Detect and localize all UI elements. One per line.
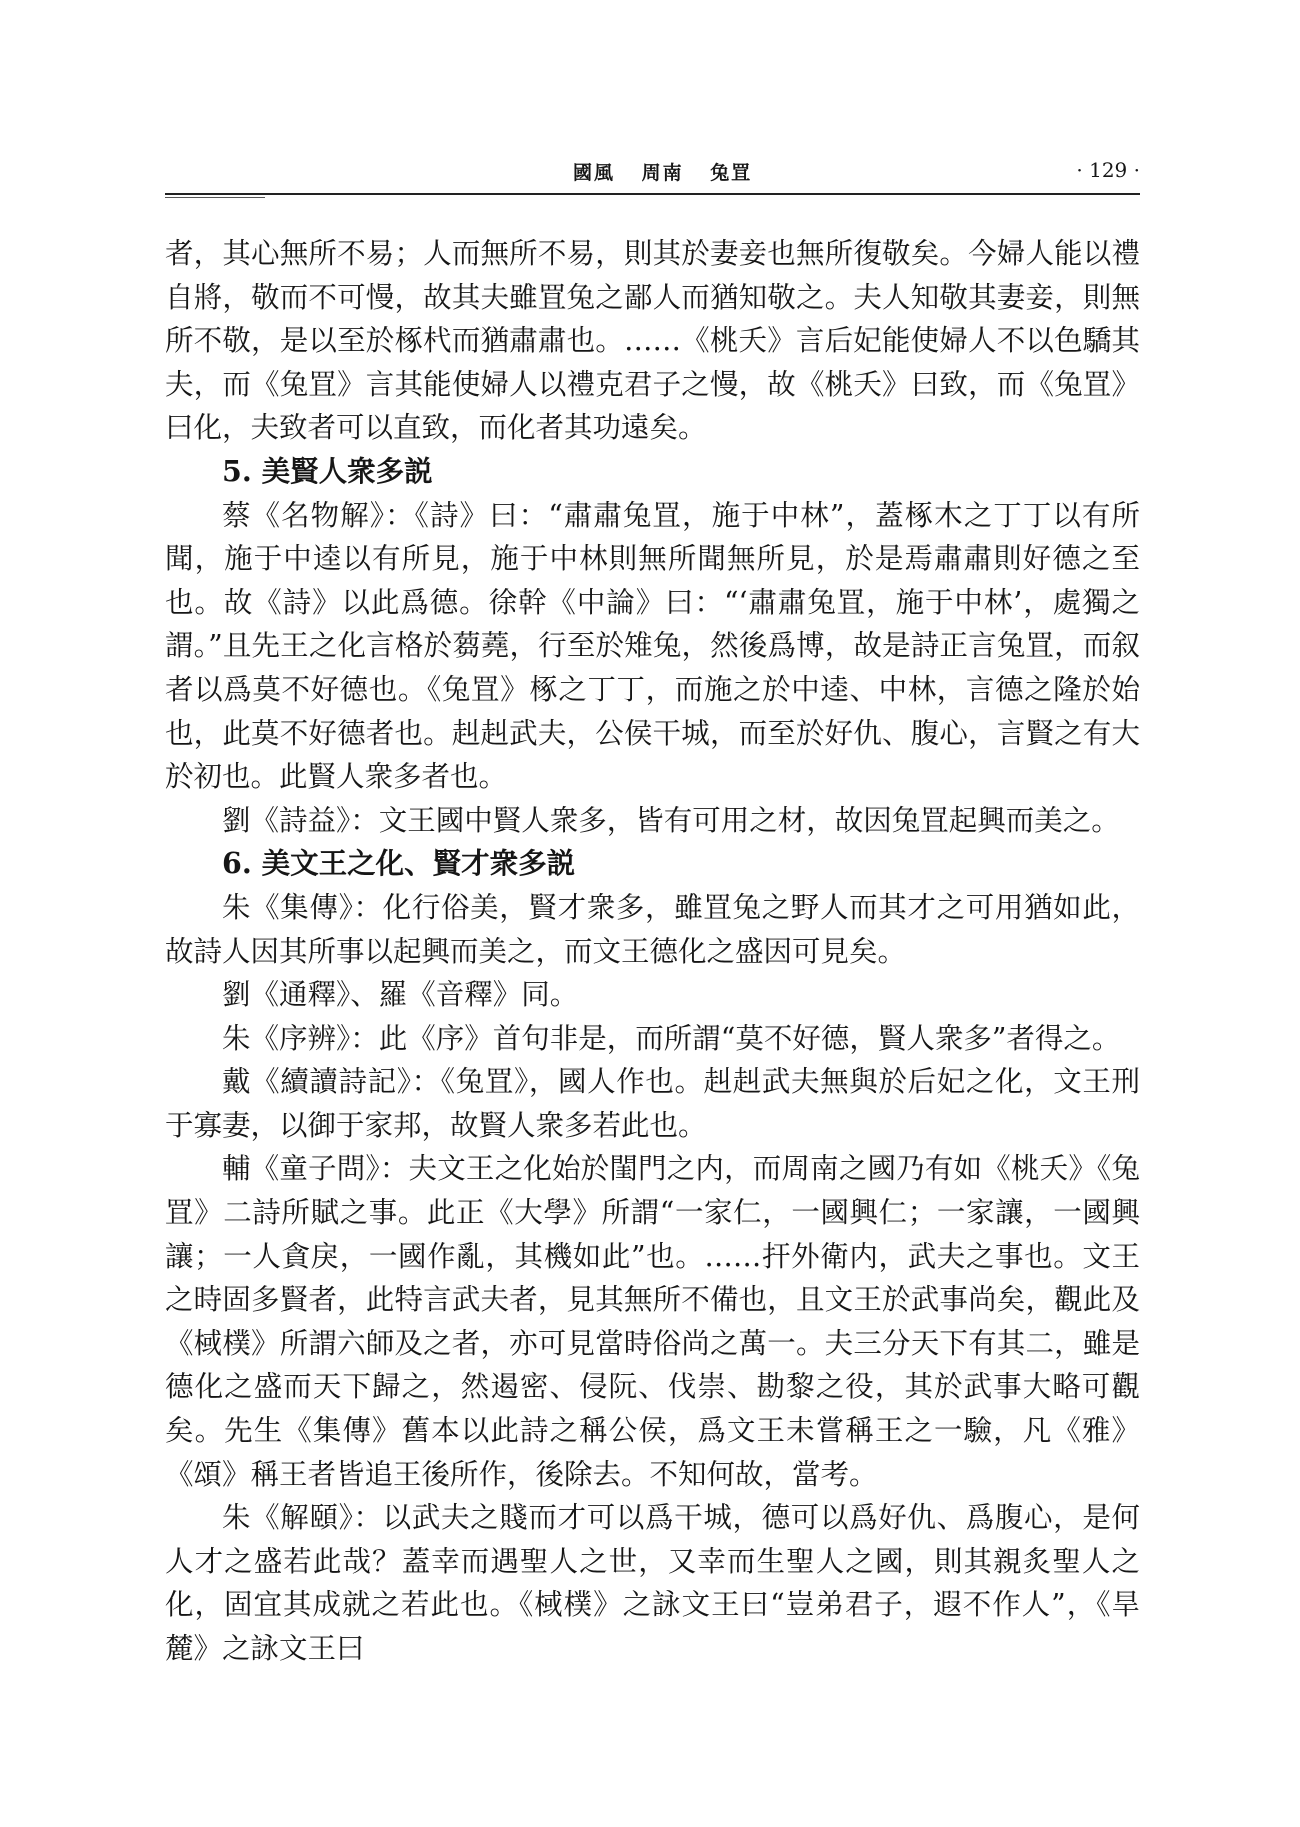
header-rule: [165, 193, 1140, 195]
paragraph: 劉《詩益》：文王國中賢人衆多，皆有可用之材，故因兔罝起興而美之。: [222, 803, 1120, 837]
paragraph: 朱《集傳》：化行俗美，賢才衆多，雖罝兔之野人而其才之可用猶如此，故詩人因其所事以起興而美之，而文王德化之盛因可見矣。: [165, 890, 1140, 968]
paragraph: 者，其心無所不易；人而無所不易，則其於妻妾也無所復敬矣。今婦人能以禮自將，敬而不可慢，故其夫雖罝兔之鄙人而猶知敬之。夫人知敬其妻妾，則無所不敬，是以至於椓杙而猶肅肅也。……《桃夭》言后妃能使婦人不以色驕其夫，而《兔罝》言其能使婦人以禮克君子之慢，故《桃夭》曰致，而《兔罝》曰化，夫致者可以直致，而化者其功遠矣。: [165, 237, 1140, 445]
paragraph: 劉《通釋》、羅《音釋》同。: [222, 978, 579, 1012]
section-heading: 6. 美文王之化、賢才衆多説: [222, 846, 576, 881]
paragraph: 朱《解頤》：以武夫之賤而才可以爲干城，德可以爲好仇、爲腹心，是何人才之盛若此哉？蓋幸而遇聖人之世，又幸而生聖人之國，則其親炙聖人之化，固宜其成就之若此也。《棫樸》之詠文王曰“豈弟君子，遐不作人”，《旱麓》之詠文王曰: [165, 1501, 1140, 1665]
section-heading: 5. 美賢人衆多説: [222, 453, 433, 488]
header-title-part: 國風: [573, 162, 616, 184]
paragraph: 戴《續讀詩記》：《兔罝》，國人作也。赳赳武夫無與於后妃之化，文王刑于寡妻，以御于家邦，故賢人衆多若此也。: [165, 1065, 1140, 1142]
body-text: [165, 232, 1140, 1671]
paragraph: 朱《序辨》：此《序》首句非是，而所謂“莫不好德，賢人衆多”者得之。: [222, 1021, 1121, 1055]
header-rule-accent: [165, 197, 265, 198]
header-title: [573, 158, 770, 185]
running-header: [165, 158, 1140, 190]
paragraph: 輔《童子問》：夫文王之化始於閨門之内，而周南之國乃有如《桃夭》《兔罝》二詩所賦之事。此正《大學》所謂“一家仁，一國興仁；一家讓，一國興讓；一人貪戾，一國作亂，其機如此”也。……扞外衛内，武夫之事也。文王之時固多賢者，此特言武夫者，見其無所不備也，且文王於武事尚矣，觀此及《棫樸》所謂六師及之者，亦可見當時俗尚之萬一。夫三分天下有其二，雖是德化之盛而天下歸之，然遏密、侵阮、伐崇、勘黎之役，其於武事大略可觀矣。先生《集傳》舊本以此詩之稱公侯，爲文王未嘗稱王之一驗，凡《雅》《頌》稱王者皆追王後所作，後除去。不知何故，當考。: [165, 1152, 1140, 1491]
header-title-part: 兔罝: [710, 162, 753, 184]
paragraph: 蔡《名物解》：《詩》曰：“肅肅兔罝，施于中林”，蓋椓木之丁丁以有所聞，施于中逵以有所見，施于中林則無所聞無所見，於是焉肅肅則好德之至也。故《詩》以此爲德。徐幹《中論》曰：“‘肅肅兔罝，施于中林’，處獨之謂。”且先王之化言格於蒭蕘，行至於雉兔，然後爲博，故是詩正言兔罝，而叙者以爲莫不好德也。《兔罝》椓之丁丁，而施之於中逵、中林，言德之隆於始也，此莫不好德者也。赳赳武夫，公侯干城，而至於好仇、腹心，言賢之有大於初也。此賢人衆多者也。: [165, 498, 1140, 794]
header-title-part: 周南: [641, 162, 684, 184]
page-number: · 129 ·: [1076, 158, 1140, 182]
